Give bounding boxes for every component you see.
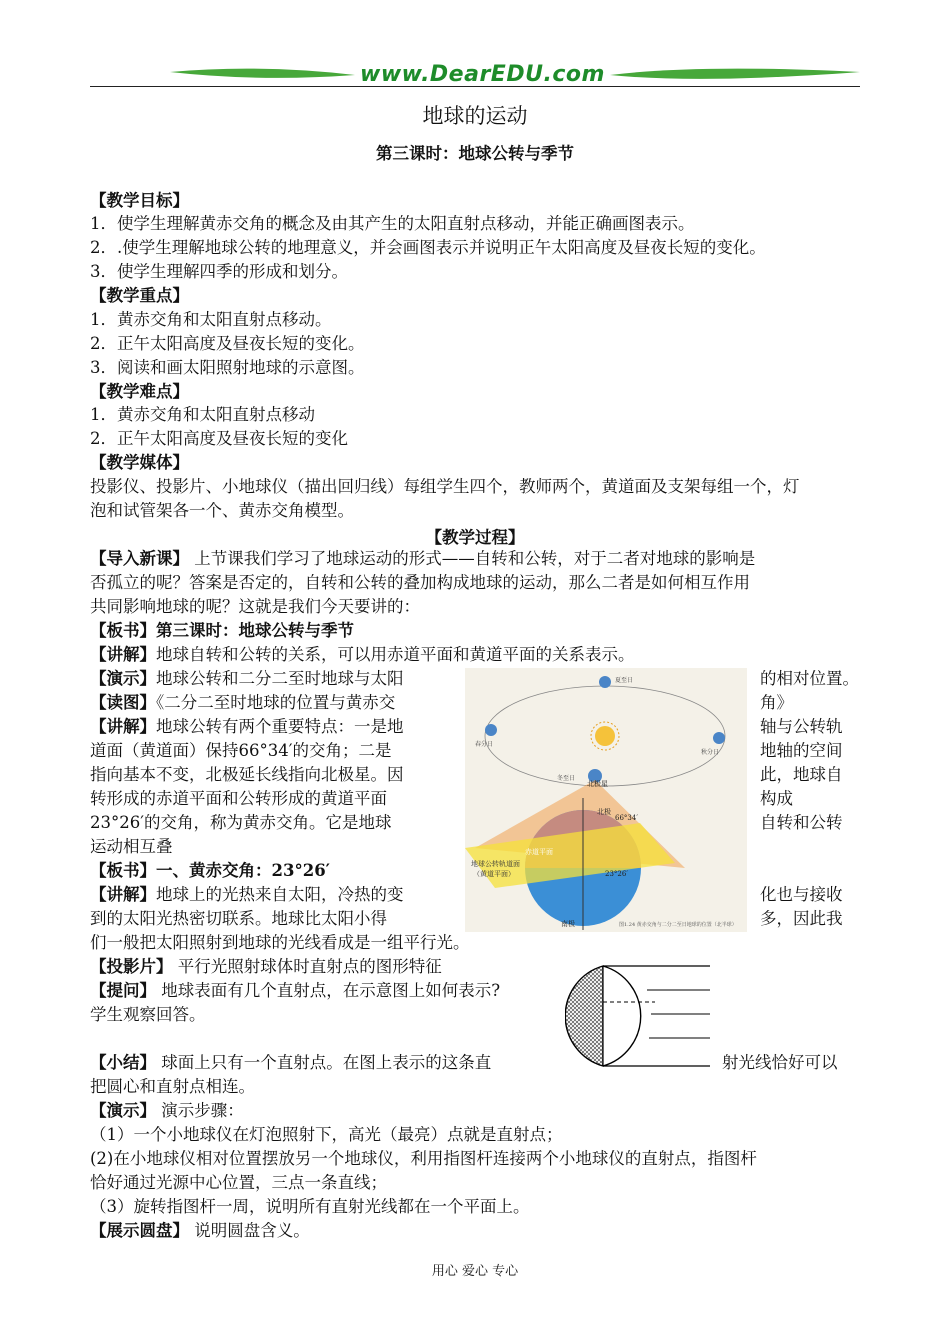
step-line: （1）一个小地球仪在灯泡照射下，高光（最亮）点就是直射点； <box>90 1125 563 1144</box>
page-subtitle: 第三课时：地球公转与季节 <box>376 144 574 163</box>
figure-label: 地球公转轨道面 <box>471 860 520 868</box>
text-line: 2．.使学生理解地球公转的地理意义，并会画图表示并说明正午太阳高度及昼夜长短的变化。 <box>90 238 766 257</box>
text-line: 3．阅读和画太阳照射地球的示意图。 <box>90 358 365 377</box>
section-heading-key-points: 【教学重点】 <box>90 286 189 305</box>
explain-text: 地球自转和公转的关系，可以用赤道平面和黄道平面的关系表示。 <box>156 645 635 664</box>
header-rule <box>90 86 860 87</box>
figure-label: 冬至日 <box>557 775 576 782</box>
step-line: 恰好通过光源中心位置，三点一条直线； <box>90 1173 387 1192</box>
figure-label: 北极星 <box>587 780 608 788</box>
figure-label: 夏至日 <box>615 677 634 684</box>
intro-text: 上节课我们学习了地球运动的形式——自转和公转，对于二者对地球的影响是 <box>194 549 756 568</box>
question-line <box>90 980 500 1002</box>
explain-line-2 <box>90 884 404 906</box>
section-heading-goals: 【教学目标】 <box>90 191 189 210</box>
step-line: (2)在小地球仪相对位置摆放另一个地球仪，利用指图杆连接两个小地球仪的直射点，指图杆 <box>90 1149 757 1168</box>
step-line: （3）旋转指图杆一周，说明所有直射光线都在一个平面上。 <box>90 1197 530 1216</box>
wrap-label: 【读图】 <box>90 693 156 712</box>
wrap-right: 多，因此我 <box>760 909 843 928</box>
wrap-right: 此，地球自 <box>760 765 843 784</box>
board-line-1 <box>90 620 354 642</box>
board-label: 【板书】 <box>90 861 156 880</box>
wrap-text: 地球公转有两个重要特点：一是地 <box>156 717 404 736</box>
summary-text: 球面上只有一个直射点。在图上表示的这条直 <box>161 1053 492 1072</box>
text-line: 1．黄赤交角和太阳直射点移动 <box>90 405 315 424</box>
slide-line <box>90 956 442 978</box>
disk-label: 【展示圆盘】 <box>90 1221 189 1240</box>
figure-label: （黄道平面） <box>473 870 515 878</box>
parallel-light-figure <box>565 962 715 1076</box>
sun-icon <box>595 726 615 746</box>
board-text: 第三课时：地球公转与季节 <box>156 621 354 640</box>
wrap-line: 道面（黄道面）保持66°34′的交角；二是 <box>90 741 392 760</box>
demo-line <box>90 1100 244 1122</box>
page-title: 地球的运动 <box>422 104 528 128</box>
site-logo[interactable]: www.DearEDU.com <box>360 62 605 87</box>
disk-line <box>90 1220 310 1242</box>
board-line-2 <box>90 860 330 882</box>
board-label: 【板书】 <box>90 621 156 640</box>
text-line: 否孤立的呢？答案是否定的，自转和公转的叠加构成地球的运动，那么二者是如何相互作用 <box>90 573 750 592</box>
demo-label: 【演示】 <box>90 1101 156 1120</box>
disk-text: 说明圆盘含义。 <box>194 1221 310 1240</box>
figure-caption: 图1.24 黄赤交角与二分二至日地球的位置（北半球） <box>619 922 737 928</box>
solstice-equinox-figure <box>465 668 747 932</box>
text-line: 2．正午太阳高度及昼夜长短的变化 <box>90 429 348 448</box>
demo-text: 演示步骤： <box>161 1101 244 1120</box>
parallel-light-diagram <box>565 962 715 1072</box>
wrap-label: 【演示】 <box>90 669 156 688</box>
wrap-line: 指向基本不变，北极延长线指向北极星。因 <box>90 765 404 784</box>
explain-text: 地球上的光热来自太阳，冷热的变 <box>156 885 404 904</box>
text-line: 投影仪、投影片、小地球仪（描出回归线）每组学生四个，教师两个，黄道面及支架每组一个，灯 <box>90 477 800 496</box>
wrap-line <box>90 716 404 738</box>
wrap-right: 的相对位置。 <box>760 669 859 688</box>
wrap-line <box>90 668 404 690</box>
question-text: 地球表面有几个直射点，在示意图上如何表示? <box>161 981 501 1000</box>
figure-label: 66°34′ <box>615 814 638 822</box>
board-text: 一、黄赤交角：23°26′ <box>156 861 331 880</box>
wrap-right: 轴与公转轨 <box>760 717 843 736</box>
wrap-line: 转形成的赤道平面和公转形成的黄道平面 <box>90 789 387 808</box>
wrap-label: 【讲解】 <box>90 717 156 736</box>
figure-label: 秋分日 <box>701 749 720 756</box>
figure-label: 赤道平面 <box>525 848 553 856</box>
text-line: 们一般把太阳照射到地球的光线看成是一组平行光。 <box>90 933 470 952</box>
page-footer: 用心 爱心 专心 <box>431 1264 519 1279</box>
intro-line <box>90 548 755 570</box>
wrap-text: 《二分二至时地球的位置与黄赤交 <box>156 693 396 712</box>
summary-line <box>90 1052 491 1074</box>
wrap-line: 23°26′的交角，称为黄赤交角。它是地球 <box>90 813 392 832</box>
text-line: 1．黄赤交角和太阳直射点移动。 <box>90 310 332 329</box>
explain-line-1 <box>90 644 635 666</box>
slide-text: 平行光照射球体时直射点的图形特征 <box>177 957 442 976</box>
explain-label: 【讲解】 <box>90 645 156 664</box>
figure-label: 南极 <box>561 920 575 928</box>
wrap-right: 射光线恰好可以 <box>722 1053 838 1072</box>
text-line: 学生观察回答。 <box>90 1005 206 1024</box>
text-line: 1．使学生理解黄赤交角的概念及由其产生的太阳直射点移动，并能正确画图表示。 <box>90 214 695 233</box>
figure-label: 北极 <box>597 808 611 816</box>
question-label: 【提问】 <box>90 981 156 1000</box>
wrap-right: 角》 <box>760 693 793 712</box>
figure-label: 23°26′ <box>605 870 628 878</box>
text-line: 2．正午太阳高度及昼夜长短的变化。 <box>90 334 365 353</box>
text-line: 共同影响地球的呢？这就是我们今天要讲的： <box>90 597 420 616</box>
wrap-line: 运动相互叠 <box>90 837 173 856</box>
wrap-right: 地轴的空间 <box>760 741 843 760</box>
orbit-diagram <box>465 668 747 932</box>
wrap-right: 自转和公转 <box>760 813 843 832</box>
text-line: 把圆心和直射点相连。 <box>90 1077 255 1096</box>
text-line: 泡和试管架各一个、黄赤交角模型。 <box>90 501 354 520</box>
figure-label: 春分日 <box>475 741 494 748</box>
wrap-text: 地球公转和二分二至时地球与太阳 <box>156 669 404 688</box>
text-line: 3．使学生理解四季的形成和划分。 <box>90 262 348 281</box>
summary-label: 【小结】 <box>90 1053 156 1072</box>
explain-label: 【讲解】 <box>90 885 156 904</box>
section-heading-process: 【教学过程】 <box>425 528 525 547</box>
wrap-right: 构成 <box>760 789 793 808</box>
wrap-line <box>90 692 395 714</box>
intro-label: 【导入新课】 <box>90 549 189 568</box>
text-line: 到的太阳光热密切联系。地球比太阳小得 <box>90 909 387 928</box>
section-heading-media: 【教学媒体】 <box>90 453 189 472</box>
wrap-right: 化也与接收 <box>760 885 843 904</box>
slide-label: 【投影片】 <box>90 957 173 976</box>
section-heading-difficulties: 【教学难点】 <box>90 382 189 401</box>
